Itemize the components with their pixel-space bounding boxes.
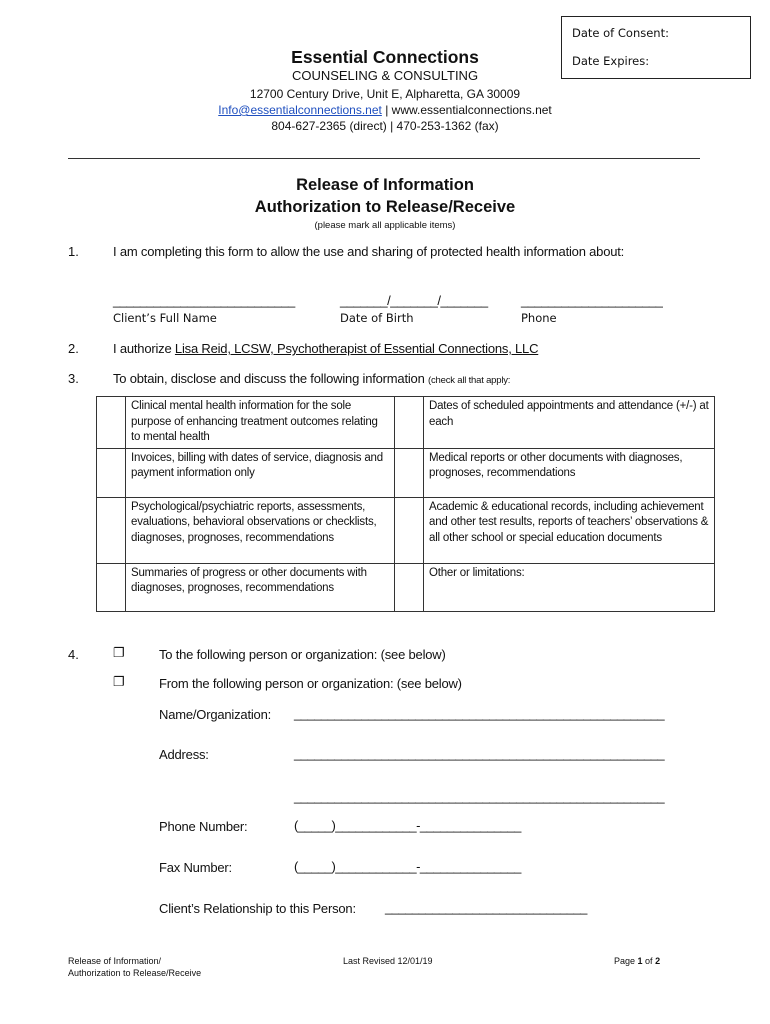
address-label: Address:: [159, 747, 209, 762]
header-divider: [68, 158, 700, 159]
org-subtitle: COUNSELING & CONSULTING: [291, 68, 479, 83]
footer-revised: Last Revised 12/01/19: [343, 956, 433, 966]
dob-label: Date of Birth: [340, 311, 414, 325]
footer-doc-title-2: Authorization to Release/Receive: [68, 968, 202, 978]
option-checkbox[interactable]: [97, 563, 126, 611]
to-checkbox[interactable]: ❐: [113, 645, 125, 660]
fax-number-label: Fax Number:: [159, 860, 232, 875]
footer-doc-title-1: Release of Information/: [68, 956, 162, 966]
name-org-field[interactable]: _______________________________________________________: [294, 706, 665, 721]
org-email-link[interactable]: Info@essentialconnections.net: [218, 103, 382, 117]
dob-field[interactable]: _______/_______/_______: [340, 293, 488, 308]
option-checkbox[interactable]: [395, 563, 424, 611]
item-1-text: I am completing this form to allow the use and sharing of protected health information about:: [113, 244, 625, 259]
option-checkbox[interactable]: [97, 397, 126, 449]
item-3-note: (check all that apply:: [428, 375, 511, 386]
org-name: Essential Connections: [291, 47, 479, 67]
option-checkbox[interactable]: [395, 497, 424, 563]
authorize-prefix: I authorize: [113, 341, 175, 356]
page-current: 1: [637, 956, 643, 966]
item-1-number: 1.: [68, 244, 79, 259]
fax-number-field[interactable]: (_____)____________-_______________: [294, 859, 521, 874]
option-text: Clinical mental health information for the sole purpose of enhancing treatment outcomes relating to mental health: [126, 397, 395, 449]
page-total: 2: [655, 956, 661, 966]
options-row: [97, 448, 715, 497]
from-label: From the following person or organization: (see below): [159, 676, 462, 691]
form-subtitle: Authorization to Release/Receive: [254, 198, 516, 216]
form-title: Release of Information: [296, 176, 474, 194]
org-phones: 804-627-2365 (direct) | 470-253-1362 (fax): [271, 119, 499, 133]
option-text: Invoices, billing with dates of service, diagnosis and payment information only: [126, 448, 395, 497]
option-text: Other or limitations:: [424, 563, 715, 611]
to-label: To the following person or organization: (see below): [159, 647, 446, 662]
authorized-party: Lisa Reid, LCSW, Psychotherapist of Essential Connections, LLC: [174, 341, 539, 356]
footer-page-number: [614, 956, 660, 966]
address-field-2[interactable]: _______________________________________________________: [294, 789, 665, 804]
option-checkbox[interactable]: [97, 448, 126, 497]
options-row: [97, 397, 715, 449]
name-org-label: Name/Organization:: [159, 707, 272, 722]
date-of-consent-label: Date of Consent:: [572, 26, 669, 40]
option-text: Dates of scheduled appointments and attendance (+/-) at each: [424, 397, 715, 449]
relationship-label: Client’s Relationship to this Person:: [159, 901, 356, 916]
from-checkbox[interactable]: ❐: [113, 674, 125, 689]
phone-number-label: Phone Number:: [159, 819, 248, 834]
phone-number-field[interactable]: (_____)____________-_______________: [294, 818, 521, 833]
phone-label: Phone: [521, 311, 557, 325]
item-2-text: [113, 341, 538, 356]
option-text: Academic & educational records, including achievement and other test results, reports of teachers’ observations & all other school or special education documents: [424, 497, 715, 563]
client-phone-field[interactable]: _____________________: [521, 293, 663, 308]
org-address: 12700 Century Drive, Unit E, Alpharetta, GA 30009: [249, 87, 521, 101]
page-prefix: Page: [614, 956, 638, 966]
client-name-field[interactable]: ___________________________: [113, 293, 295, 308]
options-row: [97, 497, 715, 563]
page-of: of: [642, 956, 656, 966]
form-note: (please mark all applicable items): [314, 220, 456, 231]
options-row: [97, 563, 715, 611]
address-field-1[interactable]: _______________________________________________________: [294, 746, 665, 761]
relationship-field[interactable]: ______________________________: [385, 900, 587, 915]
option-checkbox[interactable]: [395, 448, 424, 497]
item-3-text: [113, 371, 510, 386]
info-options-table: [96, 396, 715, 612]
item-3-number: 3.: [68, 371, 79, 386]
item-4-number: 4.: [68, 647, 79, 662]
option-text: Medical reports or other documents with diagnoses, prognoses, recommendations: [424, 448, 715, 497]
option-checkbox[interactable]: [395, 397, 424, 449]
item-2-number: 2.: [68, 341, 79, 356]
option-text: Psychological/psychiatric reports, assessments, evaluations, behavioral observations or checklists, diagnoses, prognoses, recommendations: [126, 497, 395, 563]
consent-box: [561, 16, 751, 79]
org-website: | www.essentialconnections.net: [381, 103, 552, 117]
date-expires-label: Date Expires:: [572, 54, 650, 68]
option-text: Summaries of progress or other documents with diagnoses, prognoses, recommendations: [126, 563, 395, 611]
item-3-label: To obtain, disclose and discuss the following information: [113, 371, 429, 386]
option-checkbox[interactable]: [97, 497, 126, 563]
client-name-label: Client’s Full Name: [113, 311, 217, 325]
org-web-line: [190, 103, 580, 117]
